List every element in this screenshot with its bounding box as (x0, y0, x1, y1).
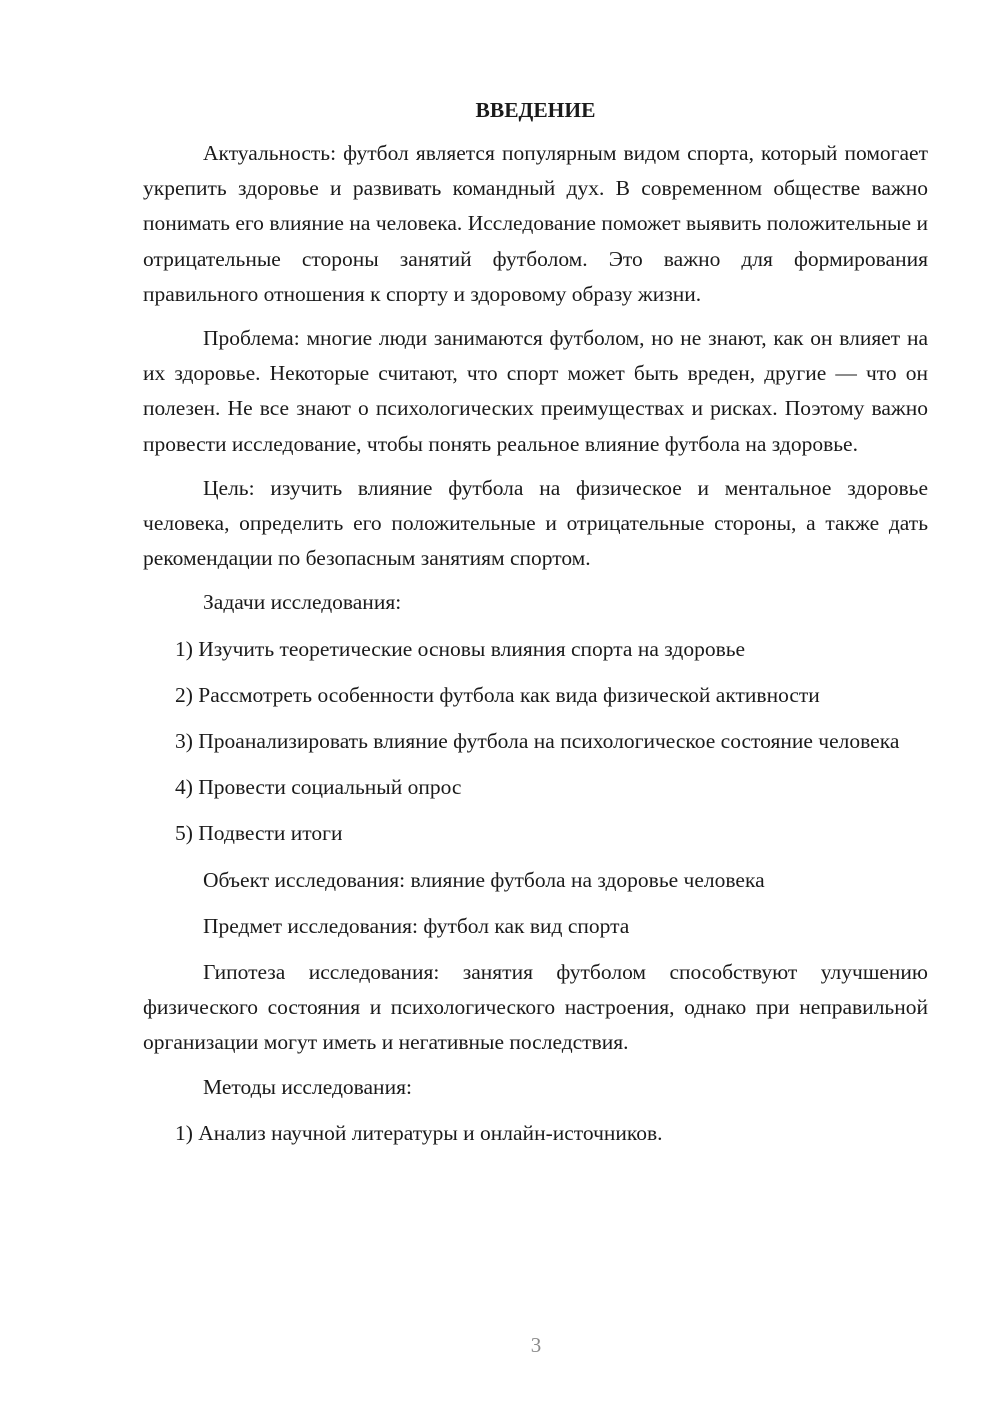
goal-paragraph: Цель: изучить влияние футбола на физическое и ментальное здоровье человека, определить его положительные и отрицательные стороны, а также дать рекомендации по безопасным занятиям спортом. (143, 475, 928, 571)
methods-heading: Методы исследования: (203, 1074, 412, 1099)
section-title: ВВЕДЕНИЕ (475, 98, 596, 122)
research-object: Объект исследования: влияние футбола на здоровье человека (203, 867, 765, 892)
task-item-3: 3) Проанализировать влияние футбола на психологическое состояние человека (175, 729, 900, 754)
task-item-5: 5) Подвести итоги (175, 821, 343, 846)
task-item-4: 4) Провести социальный опрос (175, 775, 462, 800)
task-item-2: 2) Рассмотреть особенности футбола как вида физической активности (175, 682, 820, 707)
problem-paragraph: Проблема: многие люди занимаются футболом, но не знают, как он влияет на их здоровье. Некоторые считают, что спорт может быть вреден, другие — что он полезен. Не все знают о психологических преимуществах и рисках. Поэтому важно провести исследование, чтобы понять реальное влияние футбола на здоровье. (143, 326, 928, 456)
relevance-paragraph: Актуальность: футбол является популярным видом спорта, который помогает укрепить здоровье и развивать командный дух. В современном обществе важно понимать его влияние на человека. Исследование поможет выявить положительные и отрицательные стороны занятий футболом. Это важно для формирования правильного отношения к спорту и здоровому образу жизни. (143, 141, 928, 306)
research-subject: Предмет исследования: футбол как вид спорта (203, 913, 630, 938)
task-item-1: 1) Изучить теоретические основы влияния спорта на здоровье (175, 636, 746, 661)
page-content (143, 96, 928, 1162)
page-number: 3 (530, 1333, 542, 1357)
method-item-1: 1) Анализ научной литературы и онлайн-источников. (175, 1120, 663, 1145)
hypothesis-paragraph: Гипотеза исследования: занятия футболом способствуют улучшению физического состояния и психологического настроения, однако при неправильной организации могут иметь и негативные последствия. (143, 960, 928, 1055)
tasks-heading: Задачи исследования: (203, 590, 402, 615)
